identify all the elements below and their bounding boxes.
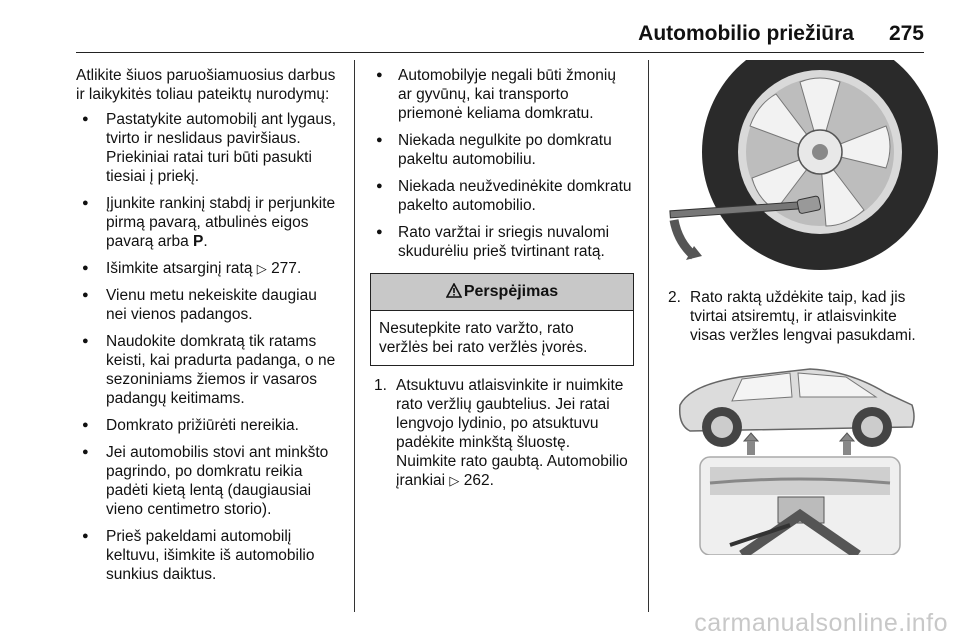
steps-list (664, 288, 934, 345)
step-item: 2. Rato raktą uždėkite taip, kad jis tvirtai atsiremtų, ir atlaisvinkite visas veržles lengvai pasukdami. (668, 289, 916, 344)
safety-list (370, 66, 634, 261)
list-item: ● Automobilyje negali būti žmonių ar gyvūnų, kai transporto priemonė keliama domkratu. (370, 66, 634, 123)
column-middle (370, 66, 634, 490)
list-item: ● Įjunkite rankinį stabdį ir perjunkite pirmą pavarą, atbulinės eigos pavarą arba P. (76, 194, 341, 251)
page-header (76, 22, 924, 53)
column-left (76, 66, 341, 592)
preparation-list (76, 110, 341, 584)
warning-text: Nesutepkite rato varžto, rato veržlės bei rato veržlės įvorės. (379, 320, 588, 356)
list-item: ● Naudokite domkratą tik ratams keisti, kai pradurta padanga, o ne sezoniniams žiemos ir vasaros padangų keitimams. (76, 332, 341, 408)
page-reference-icon: ▷ (256, 261, 267, 276)
step-item: 1. Atsuktuvu atlaisvinkite ir nuimkite rato veržlių gaubtelius. Jei ratai lengvojo lydinio, po atsuktuvu padėkite minkštą šluostę. Nuimkite rato gaubtą. Automobilio įrankiai ▷ 262. (374, 377, 628, 489)
warning-triangle-icon (446, 283, 462, 298)
page-reference-link[interactable]: 277 (271, 260, 297, 277)
step-number: 1. (374, 377, 387, 394)
list-item: ● Jei automobilis stovi ant minkšto pagrindo, po domkratu reikia padėti kietą lentą (daugiausiai vieno centimetro storio). (76, 443, 341, 519)
list-item: ● Niekada neužvedinėkite domkratu pakelto automobilio. (370, 177, 634, 215)
car-jack-illustration (650, 355, 938, 555)
list-item: ● Vienu metu nekeiskite daugiau nei vienos padangos. (76, 286, 341, 324)
wheel-wrench-illustration (650, 60, 938, 280)
column-divider (648, 60, 649, 612)
list-item: ● Prieš pakeldami automobilį keltuvu, išimkite iš automobilio sunkius daiktus. (76, 527, 341, 584)
warning-title: Perspėjimas (463, 283, 559, 300)
column-right (664, 288, 934, 345)
list-item: ● Rato varžtai ir sriegis nuvalomi skudurėliu prieš tvirtinant ratą. (370, 223, 634, 261)
warning-header (371, 274, 633, 311)
list-item: ● Pastatykite automobilį ant lygaus, tvirto ir neslidaus paviršiaus. Priekiniai ratai turi būti pasukti tiesiai į priekį. (76, 110, 341, 186)
list-item: ● Niekada negulkite po domkratu pakeltu automobiliu. (370, 131, 634, 169)
page-reference-icon: ▷ (449, 473, 460, 488)
watermark: carmanualsonline.info (694, 609, 948, 637)
list-item: ● Domkrato prižiūrėti nereikia. (76, 416, 341, 435)
list-item: ● Išimkite atsarginį ratą ▷ 277. (76, 259, 341, 278)
gear-p-label: P (193, 233, 204, 250)
page-number: 275 (888, 22, 924, 45)
step-number: 2. (668, 289, 681, 306)
page-reference-link[interactable]: 262 (463, 472, 490, 489)
warning-box (370, 273, 634, 366)
section-title: Automobilio priežiūra (638, 22, 854, 45)
steps-list (370, 376, 634, 490)
intro-paragraph: Atlikite šiuos paruošiamuosius darbus ir laikykitės toliau pateiktų nurodymų: (76, 67, 336, 103)
column-divider (354, 60, 355, 612)
